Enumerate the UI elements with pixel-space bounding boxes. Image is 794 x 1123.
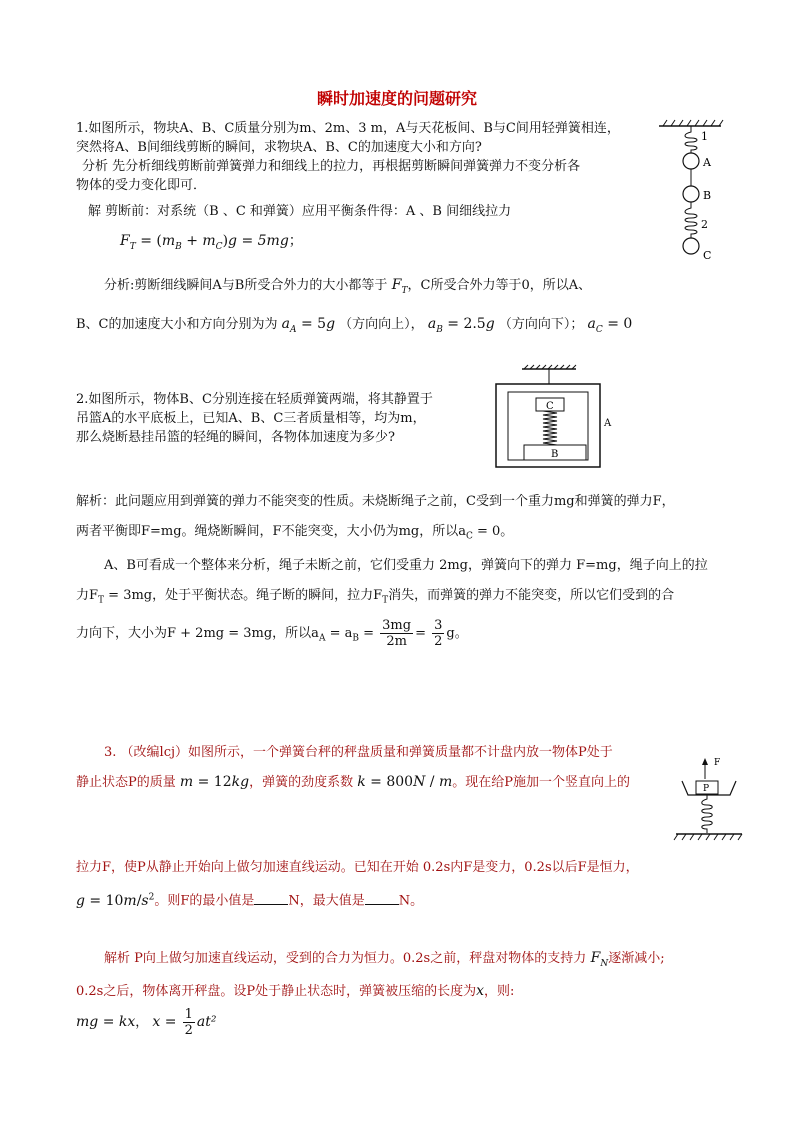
answer-blank-max[interactable] <box>365 892 399 905</box>
fraction-3mg-2m: $\frac{3mg}{2m}$ <box>382 618 412 649</box>
label-b: B <box>703 189 712 202</box>
p3-line3: 拉力F，使P从静止开始向上做匀加速直线运动。已知在开始 0.2s内F是变力，0.2s以后F是恒力， <box>76 860 639 875</box>
p1-line2: 突然将A、B间细线剪断的瞬间，求物块A、B、C的加速度大小和方向? <box>76 140 482 155</box>
block-b-circle <box>683 186 699 202</box>
p2-analysis-1: 解析：此问题应用到弹簧的弹力不能突变的性质。未烧断绳子之前，C受到一个重力mg和弹簧的弹力F， <box>76 494 675 509</box>
fraction-1-2: $\frac{1}{2}$ <box>184 1007 193 1038</box>
p2-line1: 2.如图所示，物体B、C分别连接在轻质弹簧两端，将其静置于 <box>76 392 433 407</box>
p2-line2: 吊篮A的水平底板上，已知A、B、C三者质量相等，均为m， <box>76 411 426 426</box>
label-f: F <box>714 758 721 768</box>
spring-chain-figure <box>655 118 725 268</box>
p1-line6: 分析:剪断细线瞬间A与B所受合外力的大小都等于 $F_T$，C所受合外力等于0，所以A、 <box>104 277 592 296</box>
fraction-3-2: $\frac{3}{2}$ <box>434 618 443 649</box>
p2-line3: 那么烧断悬挂吊篮的轻绳的瞬间，各物体加速度为多少? <box>76 430 395 445</box>
p1-line3: 分析 先分析细线剪断前弹簧弹力和细线上的拉力，再根据剪断瞬间弹簧弹力不变分析各 <box>82 159 581 174</box>
scale-figure <box>672 757 752 847</box>
basket-figure <box>494 365 624 470</box>
p2-analysis-2: 两者平衡即F=mg。绳烧断瞬间，F不能突变，大小仍为mg，所以$a_C = 0$。 <box>76 524 514 542</box>
p1-line4: 物体的受力变化即可． <box>76 178 207 193</box>
page-title: 瞬时加速度的问题研究 <box>316 89 477 108</box>
label-2: 2 <box>701 218 708 231</box>
p2-analysis-5: 力向下，大小为F + 2mg = 3mg，所以$a_A = a_B$ = $\frac{3mg}{2m}$ = $\frac{3}{2}$ g。 <box>76 618 468 649</box>
label-p: P <box>703 784 710 794</box>
block-a-circle <box>683 153 699 169</box>
label-b: B <box>551 449 559 460</box>
p1-line1: 1.如图所示，物块A、B、C质量分别为m、2m、3 m，A与天花板间、B与C间用轻弹簧相连， <box>76 121 620 136</box>
p3-analysis-2: 0.2s之后，物体离开秤盘。设P处于静止状态时，弹簧被压缩的长度为x，则: <box>76 983 515 999</box>
p3-line2: 静止状态P的质量 m = 12kg，弹簧的劲度系数 k = 800N / m。现在给P施加一个竖直向上的 <box>76 774 630 790</box>
p1-line7: B、C的加速度大小和方向分别为为 $a_A = 5g$ （方向向上）， $a_B = 2.5g$ （方向向下）； $a_C = 0$ <box>76 316 633 335</box>
p3-line4: $g = 10m/s^2$。则F的最小值是 N，最大值是 N。 <box>76 892 424 909</box>
p1-line5: 解 剪断前：对系统（B 、C 和弹簧）应用平衡条件得：A 、B 间细线拉力 <box>88 204 512 219</box>
label-c: C <box>546 401 554 412</box>
block-c-circle <box>683 238 699 254</box>
p2-analysis-4: 力$F_T = 3mg$，处于平衡状态。绳子断的瞬间，拉力$F_T$消失，而弹簧的弹力不能突变，所以它们受到的合 <box>76 588 675 606</box>
label-a: A <box>604 418 612 429</box>
p3-equation: mg = kx， x = $\frac{1}{2}$ at² <box>76 1007 217 1038</box>
label-c: C <box>703 249 712 262</box>
p3-analysis-1: 解析 P向上做匀加速直线运动，受到的合力为恒力。0.2s之前，秤盘对物体的支持力 $F_N$逐渐减小; <box>104 950 665 969</box>
label-a: A <box>703 156 711 169</box>
label-1: 1 <box>701 130 708 143</box>
answer-blank-min[interactable] <box>254 892 288 905</box>
p1-equation-1: $F_T = (m_B + m_C)g = 5mg$； <box>120 233 303 252</box>
p2-analysis-3: A、B可看成一个整体来分析，绳子未断之前，它们受重力 2mg，弹簧向下的弹力 F=mg，绳子向上的拉 <box>104 558 708 573</box>
p3-line1: 3. （改编lcj）如图所示，一个弹簧台秤的秤盘质量和弹簧质量都不计盘内放一物体P处于 <box>104 745 613 760</box>
